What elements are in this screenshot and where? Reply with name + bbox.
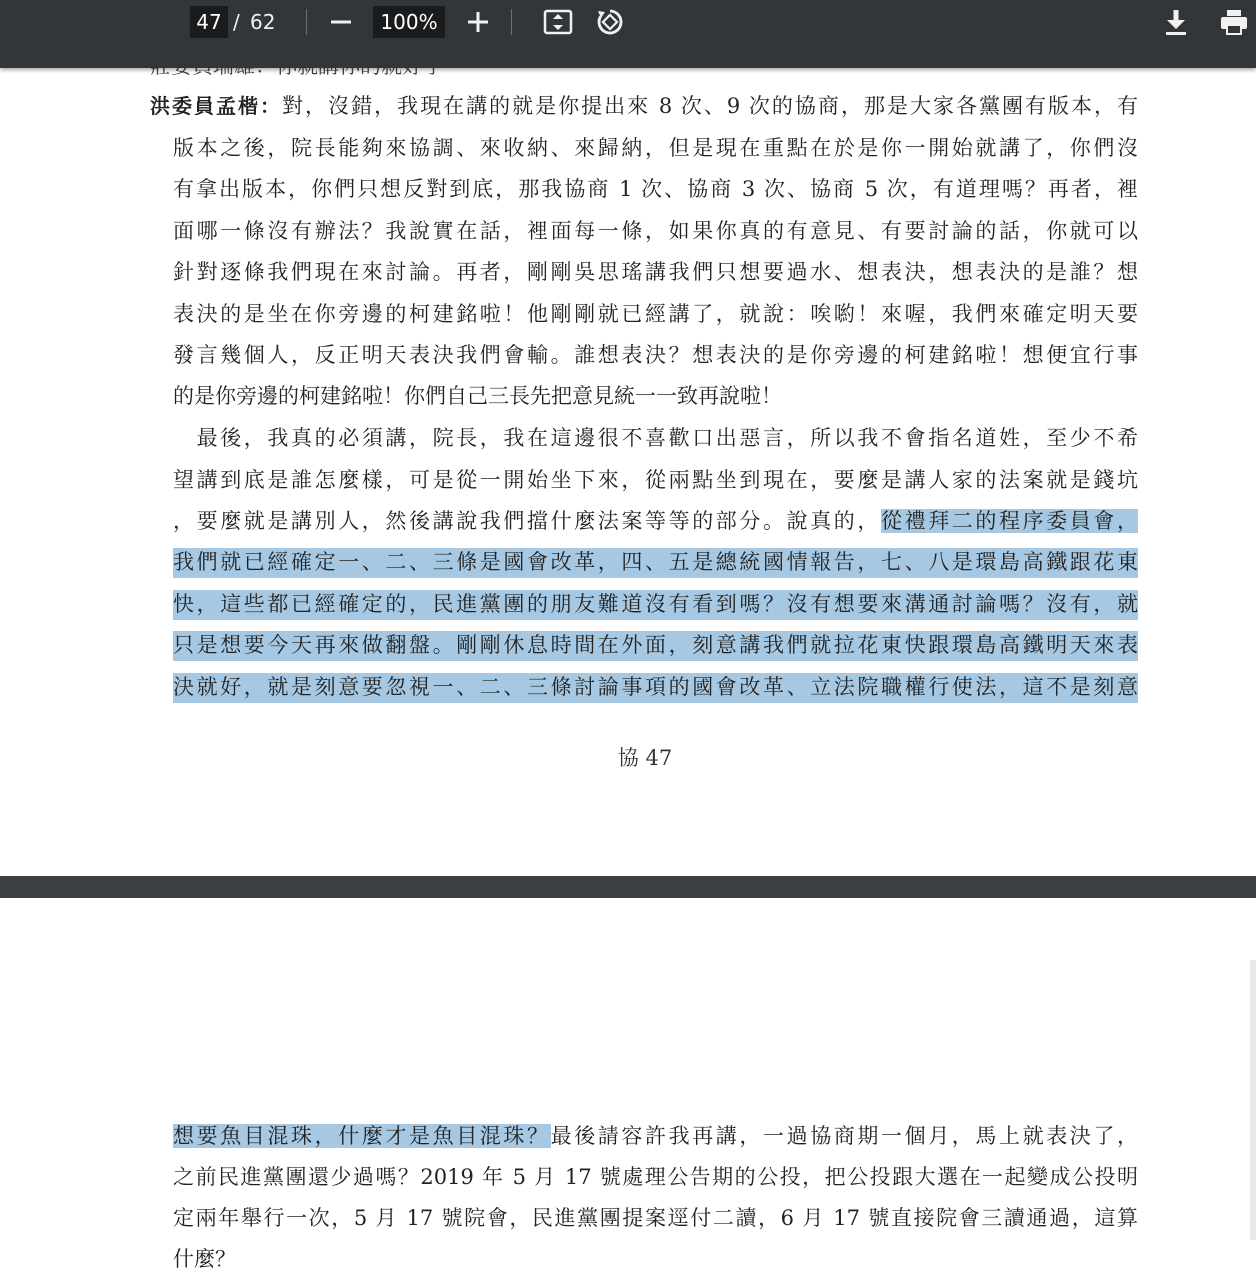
- text-line: 什麼？: [173, 1247, 236, 1271]
- total-pages: 62: [250, 10, 276, 34]
- speaker-name: 洪委員孟楷：: [150, 94, 283, 118]
- zoom-out-button[interactable]: [325, 6, 357, 38]
- rotate-icon: [594, 6, 626, 38]
- highlighted-text-line[interactable]: 我們就已經確定一、二、三條是國會改革，四、五是總統國情報告，七、八是環島高鐵跟花東: [173, 548, 1138, 578]
- highlighted-text[interactable]: 從禮拜二的程序委員會，: [881, 509, 1138, 533]
- fit-to-page-button[interactable]: [542, 6, 574, 38]
- highlighted-text-line[interactable]: 決就好，就是刻意要忽視一、二、三條討論事項的國會改革、立法院職權行使法，這不是刻意: [173, 673, 1138, 703]
- text-line: 之前民進黨團還少過嗎？2019 年 5 月 17 號處理公告期的公投，把公投跟大選在一起變成公投明: [173, 1165, 1138, 1189]
- download-icon: [1160, 6, 1192, 38]
- text-line: 版本之後，院長能夠來協調、來收納、來歸納，但是現在重點在於是你一開始就講了，你們沒: [173, 136, 1138, 160]
- plus-icon: [462, 6, 494, 38]
- fit-page-icon: [542, 6, 574, 38]
- page-number-input[interactable]: 47: [190, 6, 228, 38]
- text-line: ，要麼就是講別人，然後講說我們擋什麼法案等等的部分。說真的，從禮拜二的程序委員會，: [173, 509, 1138, 533]
- text-line: 望講到底是誰怎麼樣，可是從一開始坐下來，從兩點坐到現在，要麼是講人家的法案就是錢坑: [173, 468, 1138, 492]
- rotate-button[interactable]: [594, 6, 626, 38]
- pdf-toolbar: [0, 0, 1256, 68]
- pdf-page-48: [0, 898, 1256, 1280]
- page-separator: [0, 876, 1256, 898]
- print-button[interactable]: [1218, 6, 1250, 38]
- zoom-in-button[interactable]: [462, 6, 494, 38]
- text-line: 的是你旁邊的柯建銘啦！你們自己三長先把意見統一一致再說啦！: [173, 384, 782, 408]
- text-line: 有拿出版本，你們只想反對到底，那我協商 1 次、協商 3 次、協商 5 次，有道理嗎？再者，裡: [173, 177, 1138, 201]
- highlighted-text-line[interactable]: 快，這些都已經確定的，民進黨團的朋友難道沒有看到嗎？沒有想要來溝通討論嗎？沒有，就: [173, 590, 1138, 620]
- text-line: 最後，我真的必須講，院長，我在這邊很不喜歡口出惡言，所以我不會指名道姓，至少不希: [173, 426, 1138, 450]
- page-footer-number: 協 47: [617, 746, 673, 770]
- text-line: 想要魚目混珠，什麼才是魚目混珠？最後請容許我再講，一過協商期一個月，馬上就表決了，: [173, 1124, 1139, 1148]
- text-line: 針對逐條我們現在來討論。再者，剛剛吳思瑤講我們只想要過水、想表決，想表決的是誰？想: [173, 260, 1138, 284]
- scrollbar-track[interactable]: [1250, 960, 1256, 1240]
- text-line: 發言幾個人，反正明天表決我們會輸。誰想表決？想表決的是你旁邊的柯建銘啦！想便宜行事: [173, 343, 1138, 367]
- printer-icon: [1218, 6, 1250, 38]
- minus-icon: [325, 6, 357, 38]
- zoom-level-input[interactable]: 100%: [373, 6, 445, 38]
- page-separator-text: /: [233, 10, 240, 34]
- highlighted-text-line[interactable]: 只是想要今天再來做翻盤。剛剛休息時間在外面，刻意講我們就拉花東快跟環島高鐵明天來表: [173, 631, 1138, 661]
- download-button[interactable]: [1160, 6, 1192, 38]
- text-line: 表決的是坐在你旁邊的柯建銘啦！他剛剛就已經講了，就說：唉喲！來喔，我們來確定明天要: [173, 302, 1138, 326]
- highlighted-text[interactable]: 想要魚目混珠，什麼才是魚目混珠？: [173, 1124, 551, 1148]
- text-line: 洪委員孟楷：對，沒錯，我現在講的就是你提出來 8 次、9 次的協商，那是大家各黨團有版本，有: [150, 94, 1139, 118]
- toolbar-divider: [306, 9, 307, 35]
- text-line: 面哪一條沒有辦法？我說實在話，裡面每一條，如果你真的有意見、有要討論的話，你就可以: [173, 219, 1138, 243]
- toolbar-divider: [511, 9, 512, 35]
- text-line: 定兩年舉行一次，5 月 17 號院會，民進黨團提案逕付二讀，6 月 17 號直接院會三讀通過，這算: [173, 1206, 1138, 1230]
